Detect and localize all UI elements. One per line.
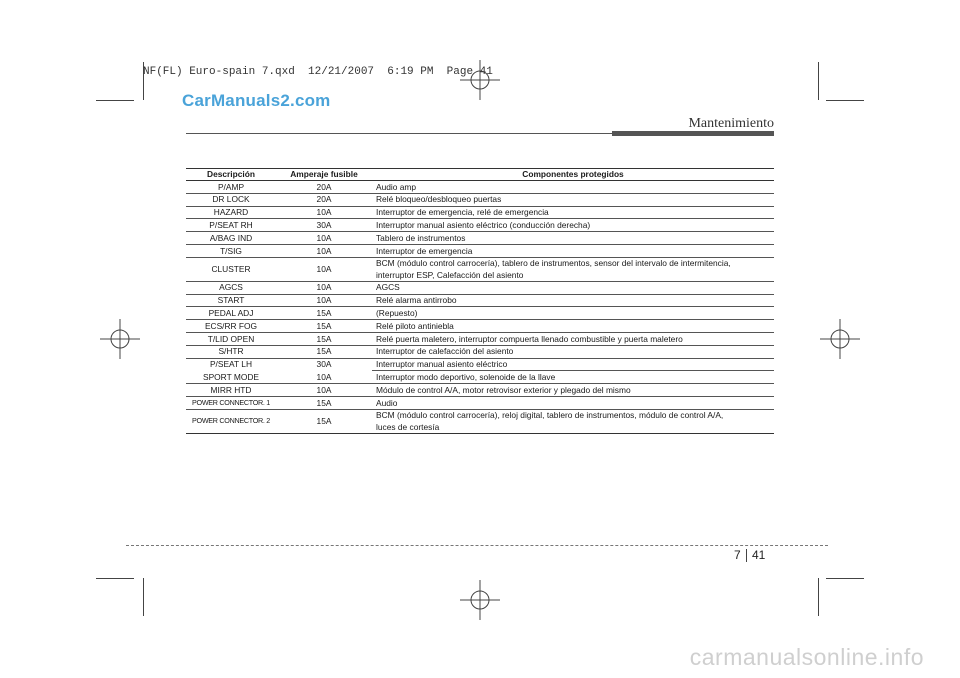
fuse-description: A/BAG IND	[186, 232, 276, 245]
registration-mark-icon	[100, 319, 140, 359]
fuse-amperage: 10A	[276, 294, 372, 307]
table-row	[186, 219, 774, 232]
crop-mark	[818, 62, 819, 100]
fuse-description: P/SEAT LH	[209, 359, 253, 370]
column-header-description: Descripción	[186, 169, 276, 181]
fuse-components: Tablero de instrumentos	[372, 232, 774, 245]
crop-mark	[143, 578, 144, 616]
fuse-components: Relé puerta maletero, interruptor compuerta llenado combustible y puerta maletero	[372, 332, 774, 345]
fuse-components	[372, 409, 774, 433]
table-row	[186, 384, 774, 397]
table-row	[186, 281, 774, 294]
fuse-components: Relé piloto antiniebla	[372, 320, 774, 333]
fuse-amperage: 20A	[276, 181, 372, 194]
fuse-description: HAZARD	[186, 206, 276, 219]
fuse-description: AGCS	[186, 281, 276, 294]
fuse-components: Interruptor modo deportivo, solenoide de la llave	[372, 371, 774, 384]
page-number: 41	[752, 548, 766, 562]
fuse-components: Interruptor de emergencia, relé de emergencia	[372, 206, 774, 219]
fuse-description: ECS/RR FOG	[186, 320, 276, 333]
fuse-description: P/SEAT RH	[186, 219, 276, 232]
fuse-components: Interruptor manual asiento eléctrico (conducción derecha)	[372, 219, 774, 232]
crop-mark	[818, 578, 819, 616]
table-row	[186, 307, 774, 320]
fuse-description: POWER CONNECTOR. 1	[186, 396, 276, 409]
fuse-components: Módulo de control A/A, motor retrovisor exterior y plegado del mismo	[372, 384, 774, 397]
fuse-description: PEDAL ADJ	[186, 307, 276, 320]
page-number-separator	[746, 549, 747, 562]
page-chapter: 7	[734, 548, 741, 562]
watermark: carmanualsonline.info	[689, 644, 924, 670]
registration-mark-icon	[820, 319, 860, 359]
fuse-amperage: 15A	[276, 409, 372, 433]
table-row	[186, 206, 774, 219]
fuse-components: Interruptor manual asiento eléctrico	[372, 358, 774, 371]
fuse-components-line: luces de cortesía	[376, 421, 440, 432]
fuse-amperage: 10A	[276, 281, 372, 294]
fuse-amperage: 10A	[276, 206, 372, 219]
fuse-amperage: 10A	[276, 257, 372, 281]
fuse-amperage: 10A	[276, 232, 372, 245]
header-rule-accent	[612, 131, 774, 136]
header-rule	[186, 133, 612, 134]
fuse-components: AGCS	[372, 281, 774, 294]
fuse-description: MIRR HTD	[186, 384, 276, 397]
fuse-description: START	[186, 294, 276, 307]
section-title: Mantenimiento	[688, 116, 774, 131]
table-row	[186, 358, 774, 371]
fuse-description: DR LOCK	[186, 193, 276, 206]
table-row	[186, 257, 774, 281]
crop-mark	[96, 100, 134, 101]
site-logo[interactable]: CarManuals2.com	[182, 91, 331, 110]
fuse-components	[372, 257, 774, 281]
fuse-components: Interruptor de emergencia	[372, 244, 774, 257]
fuse-description: S/HTR	[186, 345, 276, 358]
fuse-description: P/AMP	[186, 181, 276, 194]
fuse-amperage: 10A	[276, 244, 372, 257]
fuse-amperage: 20A	[276, 193, 372, 206]
table-row	[186, 244, 774, 257]
table-row	[186, 396, 774, 409]
table-row	[186, 409, 774, 433]
fuse-amperage: 15A	[276, 307, 372, 320]
table-row	[186, 371, 774, 384]
fuse-amperage: 15A	[276, 396, 372, 409]
crop-mark	[826, 578, 864, 579]
fuse-components-line: BCM (módulo control carrocería), tablero de instrumentos, sensor del intervalo de intermitencia,	[376, 258, 731, 269]
fuse-components-line: BCM (módulo control carrocería), reloj digital, tablero de instrumentos, módulo de control A/A,	[376, 410, 724, 421]
fuse-description: SPORT MODE	[186, 371, 276, 384]
fuse-description: T/LID OPEN	[186, 332, 276, 345]
column-header-amperage: Amperaje fusible	[276, 169, 372, 181]
fuse-components: Audio amp	[372, 181, 774, 194]
crop-mark	[96, 578, 134, 579]
fuse-components-line: interruptor ESP, Calefacción del asiento	[376, 269, 524, 280]
table-row	[186, 332, 774, 345]
fuse-amperage: 10A	[276, 384, 372, 397]
table-row	[186, 294, 774, 307]
footer-dashed-rule	[126, 545, 828, 546]
table-header-row	[186, 169, 774, 181]
table-row	[186, 181, 774, 194]
fuse-components: Relé bloqueo/desbloqueo puertas	[372, 193, 774, 206]
fuse-description: CLUSTER	[186, 257, 276, 281]
fuse-amperage: 15A	[276, 332, 372, 345]
table-row	[186, 320, 774, 333]
file-header: NF(FL) Euro-spain 7.qxd 12/21/2007 6:19 PM Page 41	[143, 66, 493, 78]
fuse-amperage: 30A	[316, 359, 332, 370]
fuse-amperage: 15A	[276, 345, 372, 358]
fuse-amperage: 15A	[276, 320, 372, 333]
registration-mark-icon	[460, 580, 500, 620]
crop-mark	[826, 100, 864, 101]
fuse-components: Relé alarma antirrobo	[372, 294, 774, 307]
fuse-amperage: 10A	[276, 371, 372, 384]
fuse-components: (Repuesto)	[372, 307, 774, 320]
fuse-components: Audio	[372, 396, 774, 409]
fuse-amperage: 30A	[276, 219, 372, 232]
fuse-description: POWER CONNECTOR. 2	[186, 409, 276, 433]
table-row	[186, 345, 774, 358]
table-row	[186, 193, 774, 206]
fuse-table	[186, 168, 774, 434]
fuse-description: T/SIG	[186, 244, 276, 257]
column-header-components: Componentes protegidos	[372, 169, 774, 181]
table-row	[186, 232, 774, 245]
fuse-components: Interruptor de calefacción del asiento	[372, 345, 774, 358]
